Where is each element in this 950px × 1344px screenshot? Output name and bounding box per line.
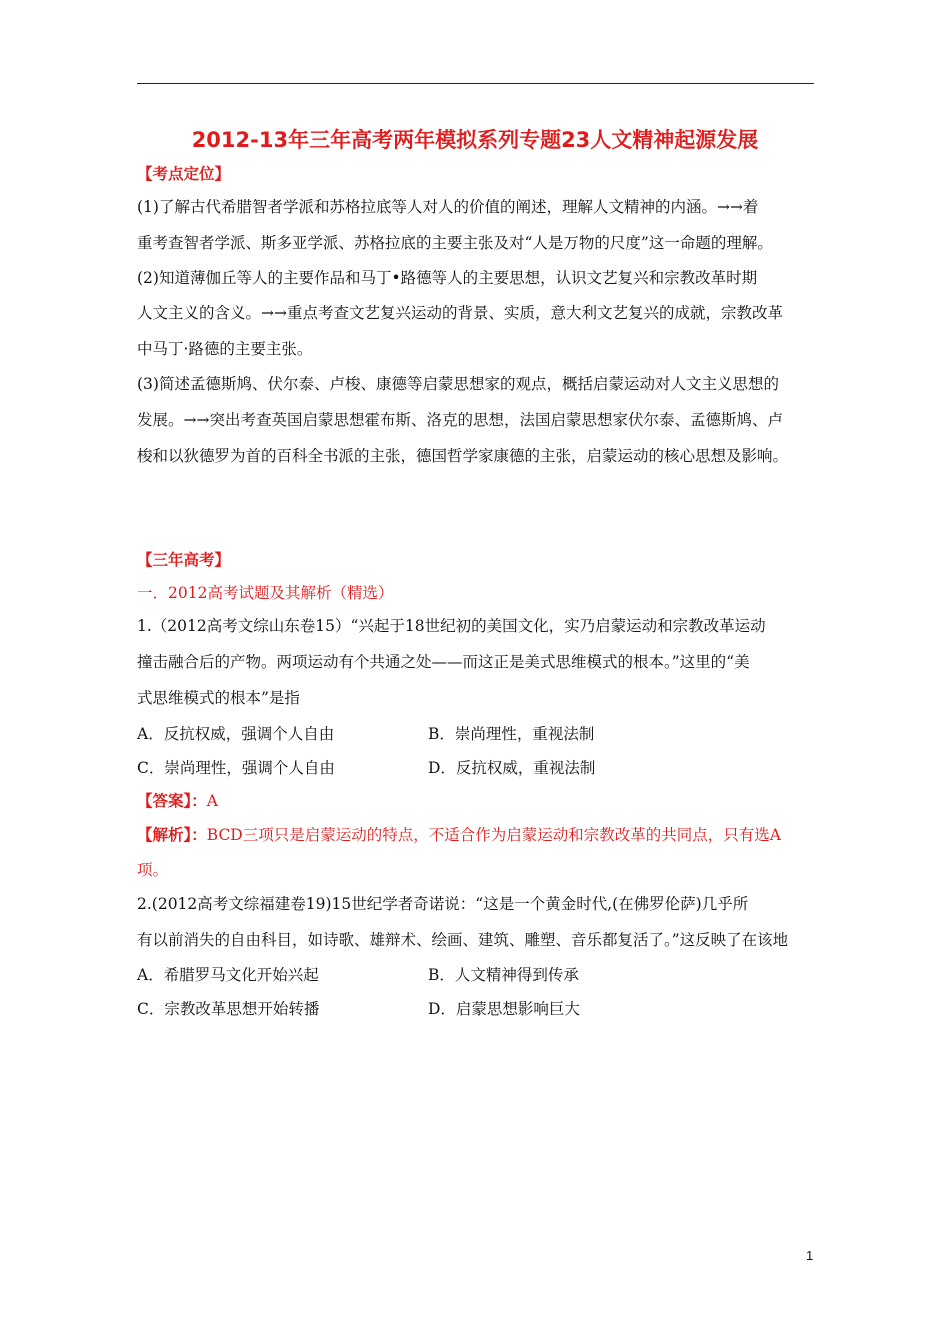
q1-option-c: C．崇尚理性，强调个人自由 xyxy=(137,759,335,777)
q1-stem-line: 撞击融合后的产物。两项运动有个共通之处——而这正是美式思维模式的根本。”这里的“美 xyxy=(137,653,750,671)
analysis-label: 【解析】： xyxy=(137,826,207,844)
q2-option-b: B．人文精神得到传承 xyxy=(428,966,579,984)
kaodian-line: 梭和以狄德罗为首的百科全书派的主张，德国哲学家康德的主张，启蒙运动的核心思想及影响。 xyxy=(137,447,789,465)
kaodian-line: 重考查智者学派、斯多亚学派、苏格拉底的主要主张及对“人是万物的尺度”这一命题的理解。 xyxy=(137,234,773,252)
kaodian-line: 中马丁·路德的主要主张。 xyxy=(137,340,313,358)
sannian-heading: 【三年高考】 xyxy=(137,551,231,569)
kaodian-line: (3)简述孟德斯鸠、伏尔泰、卢梭、康德等启蒙思想家的观点，概括启蒙运动对人文主义思想的 xyxy=(137,375,779,393)
q2-option-c: C．宗教改革思想开始转播 xyxy=(137,1000,320,1018)
answer-label: 【答案】： xyxy=(137,792,207,810)
kaodian-line: (1)了解古代希腊智者学派和苏格拉底等人对人的价值的阐述，理解人文精神的内涵。→→着 xyxy=(137,198,759,216)
sannian-subheading: 一．2012高考试题及其解析（精选） xyxy=(137,584,394,602)
q1-option-d: D．反抗权威，重视法制 xyxy=(428,759,596,777)
q2-option-a: A．希腊罗马文化开始兴起 xyxy=(137,966,319,984)
q2-stem-line: 2.(2012高考文综福建卷19)15世纪学者奇诺说：“这是一个黄金时代,(在佛罗伦萨)几乎所 xyxy=(137,895,749,913)
header-rule xyxy=(137,83,814,84)
kaodian-heading: 【考点定位】 xyxy=(137,165,231,183)
q1-answer xyxy=(137,791,218,811)
q1-stem-line: 1.（2012高考文综山东卷15）“兴起于18世纪初的美国文化，实乃启蒙运动和宗教改革运动 xyxy=(137,617,766,635)
q1-stem-line: 式思维模式的根本”是指 xyxy=(137,689,300,707)
page-number: 1 xyxy=(806,1248,814,1263)
analysis-text: BCD三项只是启蒙运动的特点，不适合作为启蒙运动和宗教改革的共同点，只有选A xyxy=(206,826,781,844)
kaodian-line: 人文主义的含义。→→重点考查文艺复兴运动的背景、实质，意大利文艺复兴的成就，宗教改革 xyxy=(137,304,783,322)
document-title: 2012-13年三年高考两年模拟系列专题23人文精神起源发展 xyxy=(191,128,759,152)
q2-option-d: D．启蒙思想影响巨大 xyxy=(428,1000,580,1018)
kaodian-line: (2)知道薄伽丘等人的主要作品和马丁•路德等人的主要思想，认识文艺复兴和宗教改革时期 xyxy=(137,269,758,287)
q1-option-a: A．反抗权威，强调个人自由 xyxy=(137,725,335,743)
kaodian-line: 发展。→→突出考查英国启蒙思想霍布斯、洛克的思想，法国启蒙思想家伏尔泰、孟德斯鸠、卢 xyxy=(137,411,783,429)
answer-value: A xyxy=(206,792,218,810)
q1-analysis xyxy=(137,825,781,845)
q1-analysis-line: 项。 xyxy=(137,861,169,879)
q2-stem-line: 有以前消失的自由科目，如诗歌、雄辩术、绘画、建筑、雕塑、音乐都复活了。”这反映了在该地 xyxy=(137,931,789,949)
q1-option-b: B．崇尚理性，重视法制 xyxy=(428,725,595,743)
